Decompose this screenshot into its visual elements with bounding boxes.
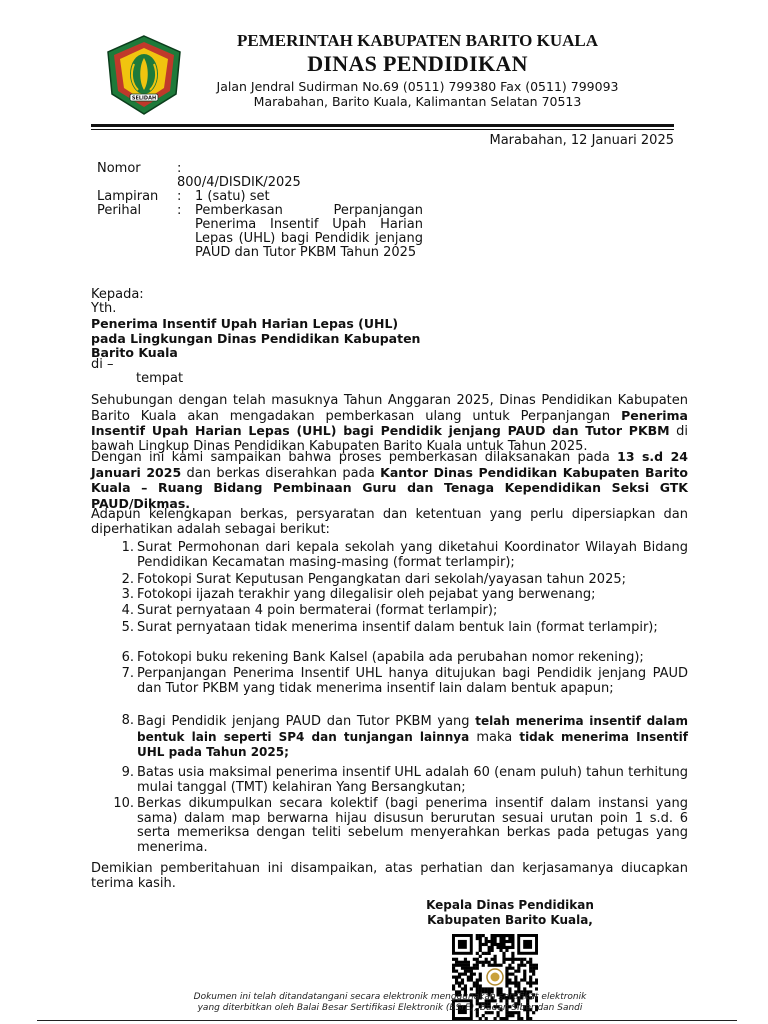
paragraph-intro [91, 394, 688, 454]
schedule-dates: 13 s.d 24 Januari 2025 [91, 449, 688, 480]
list-item [110, 714, 688, 761]
list-item-text: Surat pernyataan 4 poin bermaterai (format terlampir); [137, 603, 498, 618]
letter-date: Marabahan, 12 Januari 2025 [489, 133, 674, 148]
lampiran-label: Lampiran [97, 189, 159, 204]
list-item-number: 10. [113, 796, 134, 811]
letterhead-divider-thick [91, 124, 674, 127]
paragraph-intro-tail: di bawah Lingkup Dinas Pendidikan Kabupaten Barito Kuala untuk Tahun 2025. [91, 424, 688, 454]
footer-esign-note-1: Dokumen ini telah ditandatangani secara elektronik menggunakan sertifikat elektronik [193, 992, 587, 1002]
list-item-text: Fotokopi buku rekening Bank Kalsel (apabila ada perubahan nomor rekening); [137, 650, 644, 665]
list-item [110, 621, 688, 636]
list-item [110, 573, 688, 588]
paragraph-closing: Demikian pemberitahuan ini disampaikan, atas perhatian dan kerjasamanya diucapkan terima kasih. [91, 861, 688, 891]
letterhead-agency: DINAS PENDIDIKAN [307, 51, 528, 76]
list-item-text: Berkas dikumpulkan secara kolektif (bagi penerima insentif dalam instansi yang sama) dalam map berwarna hijau disusun berurutan sesuai urutan poin 1 s.d. 6 serta memeriksa dengan teliti sebelum menyerahkan berkas pada petugas yang menerima. [137, 796, 688, 855]
list-item-number: 3. [121, 587, 134, 602]
list-item-text: Fotokopi Surat Keputusan Pengangkatan dari sekolah/yayasan tahun 2025; [137, 572, 627, 587]
list-item-text: Perpanjangan Penerima Insentif UHL hanya ditujukan bagi Pendidik jenjang PAUD dan Tutor PKBM yang tidak menerima insentif lain dalam bentuk apapun; [137, 666, 688, 696]
list-item-number: 2. [121, 572, 134, 587]
list-item-text-part: Bagi Pendidik jenjang PAUD dan Tutor PKBM yang [137, 714, 476, 729]
letterhead-address-1: Jalan Jendral Sudirman No.69 (0511) 799380 Fax (0511) 799093 [216, 79, 619, 94]
schedule-location: Kantor Dinas Pendidikan Kabupaten Barito Kuala – Ruang Bidang Pembinaan Guru dan Tenaga Kependidikan Seksi GTK PAUD/Dikmas. [91, 464, 688, 511]
list-item [110, 604, 688, 619]
nomor-label: Nomor [97, 161, 141, 176]
list-item-number: 1. [121, 540, 134, 555]
nomor-colon: : [177, 161, 182, 176]
lampiran-colon: : [177, 189, 182, 204]
list-item [110, 766, 688, 795]
lampiran-value: 1 (satu) set [195, 189, 270, 204]
list-item-emphasis: telah menerima insentif dalam bentuk lain seperti SP4 dan tunjangan lainnya [137, 714, 688, 744]
letterhead-divider-thin [91, 129, 674, 130]
list-item-text: Batas usia maksimal penerima insentif UHL adalah 60 (enam puluh) tahun terhitung mulai tanggal (TMT) kelahiran Yang Bersangkutan; [137, 765, 688, 795]
list-item-number: 5. [121, 620, 134, 635]
list-item-number: 8. [121, 713, 134, 728]
schedule-text-2: dan berkas diserahkan pada [181, 465, 381, 481]
list-item-number: 6. [121, 650, 134, 665]
list-item-number: 4. [121, 603, 134, 618]
paragraph-schedule [91, 450, 688, 512]
list-item [110, 541, 688, 570]
list-item-text-part: maka [469, 729, 520, 745]
perihal-value: Pemberkasan Perpanjangan Penerima Insentif Upah Harian Lepas (UHL) bagi Pendidik jenjang PAUD dan Tutor PKBM Tahun 2025 [195, 203, 423, 260]
list-item-text: Surat Permohonan dari kepala sekolah yang diketahui Koordinator Wilayah Bidang Pendidikan Kecamatan masing-masing (format terlampir); [137, 540, 688, 570]
list-item [110, 667, 688, 696]
addressee-yth: Yth. [91, 301, 117, 316]
signature-title-1: Kepala Dinas Pendidikan [426, 898, 594, 912]
nomor-value: 800/4/DISDIK/2025 [177, 175, 301, 190]
list-item-text [137, 714, 688, 761]
logo-text: SELIDAH [131, 95, 157, 102]
letterhead-government: PEMERINTAH KABUPATEN BARITO KUALA [237, 31, 598, 50]
paragraph-requirements-intro: Adapun kelengkapan berkas, persyaratan dan ketentuan yang perlu dipersiapkan dan diperhatikan adalah sebagai berikut: [91, 507, 688, 537]
government-logo [104, 34, 184, 116]
footer-esign-note-2: yang diterbitkan oleh Balai Besar Sertifikasi Elektronik (BSrE), Badan Siber dan Sandi [197, 1003, 583, 1013]
list-item-number: 9. [121, 765, 134, 780]
list-item-number: 7. [121, 666, 134, 681]
list-item-text: Fotokopi ijazah terakhir yang dilegalisir oleh pejabat yang berwenang; [137, 587, 596, 602]
addressee-tempat: tempat [136, 371, 184, 386]
paragraph-intro-text: Sehubungan dengan telah masuknya Tahun Anggaran 2025, Dinas Pendidikan Kabupaten Barito Kuala akan mengadakan pemberkasan ulang untuk Perpanjangan [91, 393, 688, 424]
addressee-name: Penerima Insentif Upah Harian Lepas (UHL) pada Lingkungan Dinas Pendidikan Kabupaten Barito Kuala [91, 316, 421, 360]
perihal-label: Perihal [97, 203, 142, 218]
addressee-di: di – [91, 357, 114, 372]
addressee-kepada: Kepada: [91, 287, 144, 302]
list-item [110, 588, 688, 603]
paragraph-intro-emphasis: Penerima Insentif Upah Harian Lepas (UHL) bagi Pendidik jenjang PAUD dan Tutor PKBM [91, 407, 688, 438]
perihal-colon: : [177, 203, 182, 218]
list-item-text: Surat pernyataan tidak menerima insentif dalam bentuk lain (format terlampir); [137, 620, 658, 635]
page-bottom-rule [37, 1020, 737, 1021]
list-item [110, 797, 688, 855]
list-item [110, 651, 688, 666]
signature-title-2: Kabupaten Barito Kuala, [427, 913, 593, 927]
letterhead-address-2: Marabahan, Barito Kuala, Kalimantan Selatan 70513 [253, 94, 582, 109]
list-item-emphasis: tidak menerima Insentif UHL pada Tahun 2025; [137, 729, 688, 759]
schedule-text: Dengan ini kami sampaikan bahwa proses pemberkasan dilaksanakan pada [91, 450, 618, 465]
